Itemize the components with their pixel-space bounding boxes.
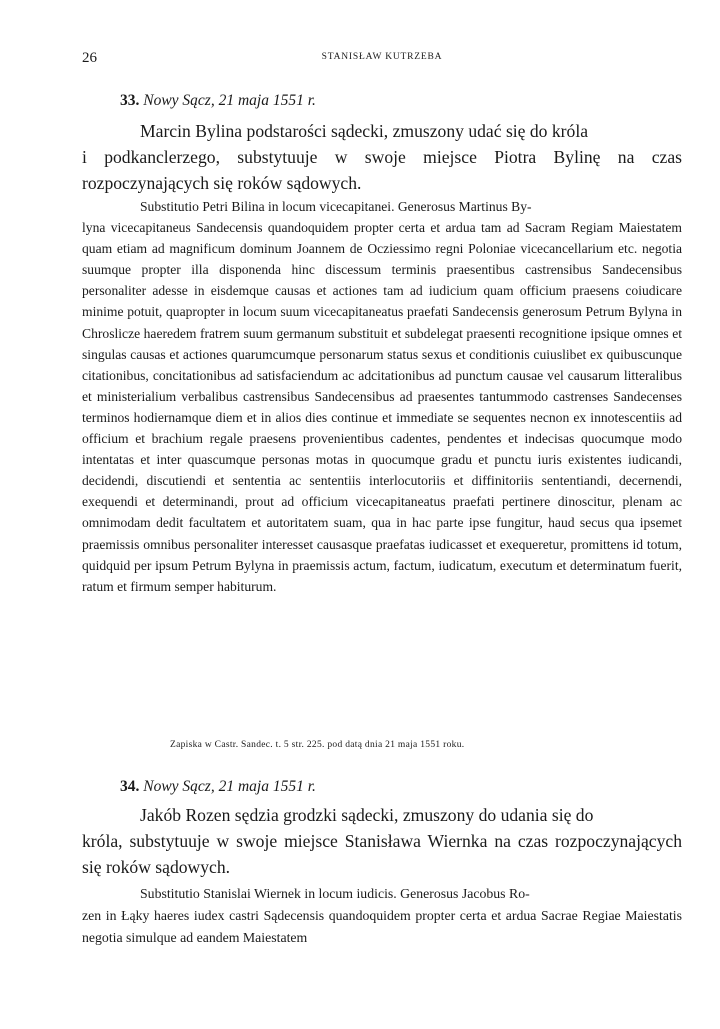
entry-34-latin-text bbox=[82, 883, 682, 949]
entry-33-latin-text bbox=[82, 196, 682, 597]
latin-rest: zen in Łąky haeres iudex castri Sądecensis quandoquidem propter certa et ardua Sacrae Regiae Maiestatis negotia simulque ad eandem Maiestatem bbox=[82, 908, 682, 945]
latin-rest: lyna vicecapitaneus Sandecensis quandoquidem propter certa et ardua tam ad Sacram Regiam Maiestatem quam etiam ad magnificum dominum Joannem de Ocziessimo regni Poloniae vicecancellarium etc. negotia suumque propter illa disponenda hinc discessum terminis praesentibus castrensibus Sandecensibus personaliter adesse in eisdemque causas et actiones tam ad iudicium quam officium praesens coiudicare minime potuit, quapropter in locum suum vicecapitaneatus praefati Sandecensis generosum Petrum Bylyna in Chroslicze haeredem fratrem suum germanum substituit et subdelegat praesenti recognitione ipsique omnes et singulas causas et actiones quarumcumque personarum status sexus et conditionis cuiuslibet ex quibuscunque citationibus, concitationibus ad satisfaciendum ac adcitationibus ad punctum causae vel causarum litteralibus et ministerialium verbalibus castrensibus Sandecensibus ad praesentes tantummodo castrenses Sandecenses terminos hodiernamque diem et in alios dies continue et immediate se sequentes necnon ex innotescentiis ad officium et brachium regale praesens provenientibus cadentes, pendentes et indecisas quocumque modo intentatas et inter quascumque personas motas in quocumque gradu et punctu iuris existentes iudicandi, decidendi, discutiendi et sententia ac sententiis interlocutoriis et diffinitoriis sententiandi, decernendi, exequendi et determinandi, prout ad officium vicecapitaneatus praefati pertinere dinoscitur, plenam ac omnimodam dedit facultatem et autoritatem suam, qua in hac parte ipse fungitur, haud secus qua ipsemet praemissis omnibus personaliter interesset causasque praefatas iudicasset et exequeretur, promittens id totum, quidquid per ipsum Petrum Bylyna in praemissis actum, factum, iudicatum, executum et determinatum fuerit, ratum et firmum semper habiturum. bbox=[82, 220, 682, 594]
page-header bbox=[82, 50, 682, 70]
entry-33-summary bbox=[82, 118, 682, 196]
latin-first-line: Substitutio Stanislai Wiernek in locum iudicis. Generosus Jacobus Ro- bbox=[140, 886, 530, 901]
page-number: 26 bbox=[82, 50, 97, 66]
entry-place-date: Nowy Sącz, 21 maja 1551 r. bbox=[143, 778, 316, 795]
entry-33-heading bbox=[120, 92, 316, 110]
entry-34-heading bbox=[120, 778, 316, 796]
entry-number: 34. bbox=[120, 778, 140, 795]
latin-first-line: Substitutio Petri Bilina in locum vicecapitanei. Generosus Martinus By- bbox=[140, 199, 532, 214]
summary-first-line: Marcin Bylina podstarości sądecki, zmuszony udać się do króla bbox=[140, 121, 589, 141]
entry-34-summary bbox=[82, 802, 682, 880]
entry-place-date: Nowy Sącz, 21 maja 1551 r. bbox=[143, 92, 316, 109]
summary-first-line: Jakób Rozen sędzia grodzki sądecki, zmuszony do udania się do bbox=[140, 805, 594, 825]
running-head: STANISŁAW KUTRZEBA bbox=[321, 52, 443, 62]
entry-number: 33. bbox=[120, 92, 140, 109]
summary-rest: króla, substytuuje w swoje miejsce Stanisława Wiernka na czas rozpoczynających się roków sądowych. bbox=[82, 831, 682, 877]
entry-33-source-note: Zapiska w Castr. Sandec. t. 5 str. 225. pod datą dnia 21 maja 1551 roku. bbox=[170, 740, 465, 750]
summary-rest: i podkanclerzego, substytuuje w swoje miejsce Piotra Bylinę na czas rozpoczynających się roków sądowych. bbox=[82, 147, 682, 193]
